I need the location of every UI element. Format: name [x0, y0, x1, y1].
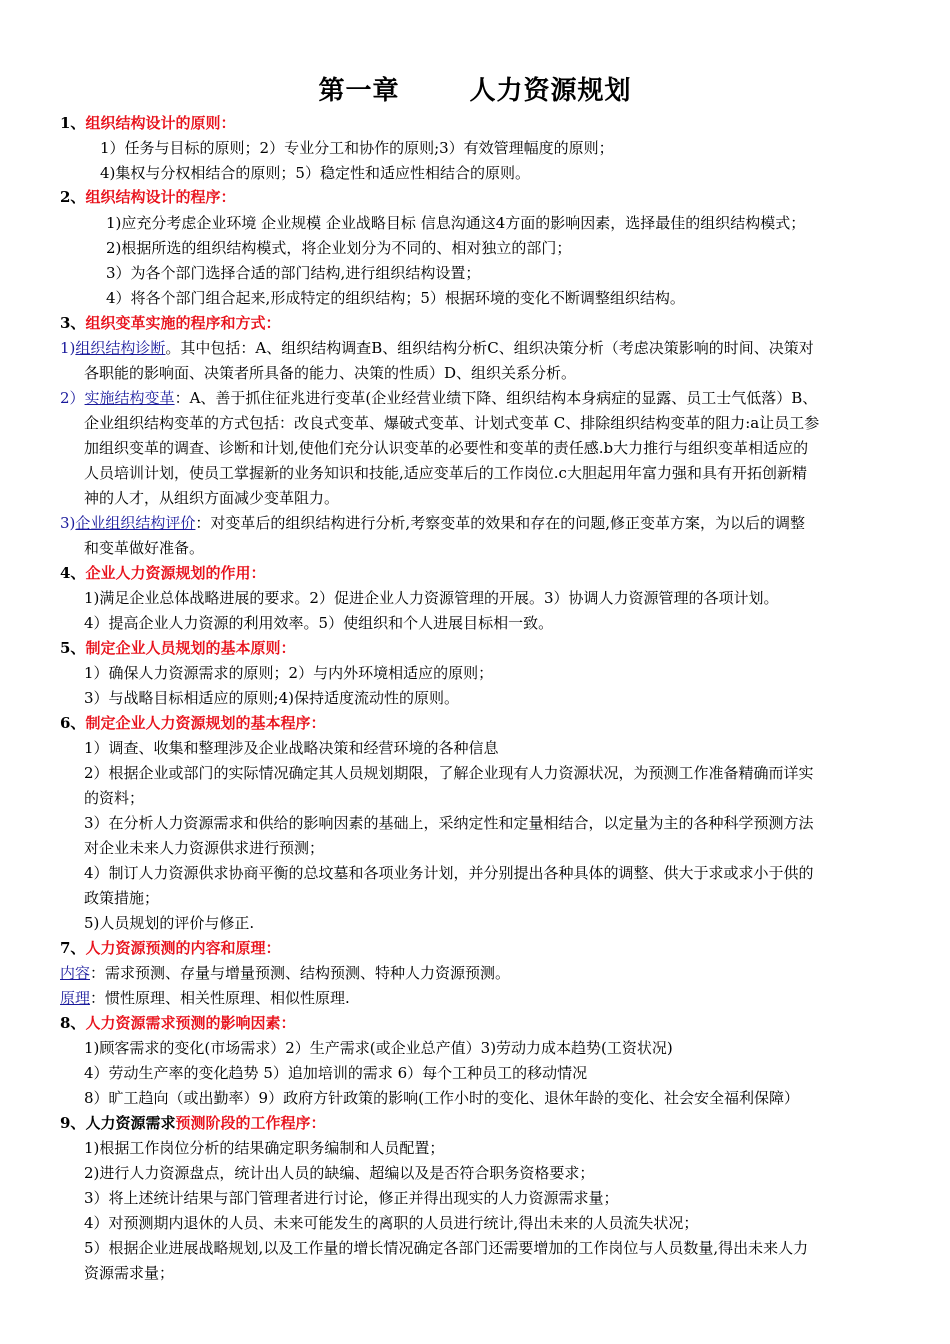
section-3-heading: 3、组织变革实施的程序和方式： — [60, 314, 281, 332]
section-5-line-2: 3）与战略目标相适应的原则;4)保持适度流动性的原则。 — [84, 689, 459, 707]
section-6-line-2: 2）根据企业或部门的实际情况确定其人员规划期限，了解企业现有人力资源状况，为预测工作准备精确而详实 — [84, 764, 814, 782]
section-3-point-2: 2）实施结构变革：A、善于抓住征兆进行变革(企业经营业绩下降、组织结构本身病症的显露、员工士气低落）B、 — [60, 389, 818, 407]
section-6-line-1: 1）调查、收集和整理涉及企业战略决策和经营环境的各种信息 — [84, 739, 499, 757]
section-7-heading: 7、人力资源预测的内容和原理： — [60, 939, 281, 957]
section-2-line-1: 1)应充分考虑企业环境 企业规模 企业战略目标 信息沟通这4方面的影响因素，选择最佳的组织结构模式； — [106, 214, 806, 232]
section-3-point-1-line-2: 各职能的影响面、决策者所具备的能力、决策的性质）D、组织关系分析。 — [84, 364, 577, 382]
section-9-line-5: 5）根据企业进展战略规划,以及工作量的增长情况确定各部门还需要增加的工作岗位与人员数量,得出未来人力 — [84, 1239, 809, 1257]
section-6-heading: 6、制定企业人力资源规划的基本程序： — [60, 714, 326, 732]
section-2-line-4: 4）将各个部门组合起来,形成特定的组织结构；5）根据环境的变化不断调整组织结构。 — [106, 289, 685, 307]
section-9-line-3: 3）将上述统计结果与部门管理者进行讨论，修正并得出现实的人力资源需求量； — [84, 1189, 619, 1207]
section-3-point-2-line-4: 人员培训计划，使员工掌握新的业务知识和技能,适应变革后的工作岗位.c大胆起用年富力强和具有开拓创新精 — [84, 464, 807, 482]
section-9-line-1: 1)根据工作岗位分析的结果确定职务编制和人员配置； — [84, 1139, 445, 1157]
section-6-line-5: 对企业未来人力资源供求进行预测； — [84, 839, 325, 857]
section-6-line-8: 5)人员规划的评价与修正. — [84, 914, 255, 932]
section-2-heading: 2、组织结构设计的程序： — [60, 188, 236, 206]
page-title — [0, 70, 950, 107]
section-8-line-3: 8）旷工趋向（或出勤率）9）政府方针政策的影响(工作小时的变化、退休年龄的变化、社会安全福利保障） — [84, 1089, 799, 1107]
section-8-line-2: 4）劳动生产率的变化趋势 5）追加培训的需求 6）每个工种员工的移动情况 — [84, 1064, 588, 1082]
chapter-number: 第一章 — [318, 76, 400, 106]
section-9-heading: 9、人力资源需求预测阶段的工作程序： — [60, 1114, 326, 1132]
section-6-line-6: 4）制订人力资源供求协商平衡的总坟墓和各项业务计划，并分别提出各种具体的调整、供大于求或求小于供的 — [84, 864, 814, 882]
section-8-heading: 8、人力资源需求预测的影响因素： — [60, 1014, 296, 1032]
section-1-line-1: 1）任务与目标的原则；2）专业分工和协作的原则;3）有效管理幅度的原则； — [100, 139, 614, 157]
section-1-heading: 1、组织结构设计的原则： — [60, 114, 236, 132]
section-5-heading: 5、制定企业人员规划的基本原则： — [60, 639, 296, 657]
section-4-line-2: 4）提高企业人力资源的利用效率。5）使组织和个人进展目标相一致。 — [84, 614, 554, 632]
section-2-line-2: 2)根据所选的组织结构模式，将企业划分为不同的、相对独立的部门； — [106, 239, 572, 257]
section-6-line-4: 3）在分析人力资源需求和供给的影响因素的基础上，采纳定性和定量相结合，以定量为主的各种科学预测方法 — [84, 814, 814, 832]
section-2-line-3: 3）为各个部门选择合适的部门结构,进行组织结构设置； — [106, 264, 481, 282]
section-8-line-1: 1)顾客需求的变化(市场需求）2）生产需求(或企业总产值）3)劳动力成本趋势(工资状况) — [84, 1039, 673, 1057]
section-3-point-3: 3)企业组织结构评价：对变革后的组织结构进行分析,考察变革的效果和存在的问题,修正变革方案，为以后的调整 — [60, 514, 805, 532]
section-3-point-3-line-2: 和变革做好准备。 — [84, 539, 205, 557]
section-3-point-2-line-2: 企业组织结构变革的方式包括：改良式变革、爆破式变革、计划式变革 C、排除组织结构变革的阻力:a让员工参 — [84, 414, 820, 432]
section-4-heading: 4、企业人力资源规划的作用： — [60, 564, 266, 582]
section-7-principle: 原理：惯性原理、相关性原理、相似性原理. — [60, 989, 350, 1007]
section-3-point-2-line-5: 神的人才，从组织方面减少变革阻力。 — [84, 489, 340, 507]
structure-change-label: 实施结构变革 — [84, 389, 175, 407]
section-3-point-1: 1)组织结构诊断。其中包括：A、组织结构调查B、组织结构分析C、组织决策分析（考虑决策影响的时间、决策对 — [60, 339, 814, 357]
section-3-point-2-line-3: 加组织变革的调查、诊断和计划,使他们充分认识变革的必要性和变革的责任感.b大力推行与组织变革相适应的 — [84, 439, 809, 457]
content-label: 内容 — [60, 964, 91, 982]
section-1-line-2: 4)集权与分权相结合的原则；5）稳定性和适应性相结合的原则。 — [100, 164, 530, 182]
section-4-line-1: 1)满足企业总体战略进展的要求。2）促进企业人力资源管理的开展。3）协调人力资源管理的各项计划。 — [84, 589, 779, 607]
section-6-line-7: 政策措施； — [84, 889, 160, 907]
section-7-content: 内容：需求预测、存量与增量预测、结构预测、特种人力资源预测。 — [60, 964, 511, 982]
structure-evaluation-label: 企业组织结构评价 — [75, 514, 196, 532]
section-5-line-1: 1）确保人力资源需求的原则；2）与内外环境相适应的原则； — [84, 664, 494, 682]
section-9-line-6: 资源需求量； — [84, 1264, 175, 1282]
principle-label: 原理 — [60, 989, 91, 1007]
org-diagnosis-label: 组织结构诊断 — [75, 339, 166, 357]
section-9-line-2: 2)进行人力资源盘点，统计出人员的缺编、超编以及是否符合职务资格要求； — [84, 1164, 595, 1182]
chapter-name: 人力资源规划 — [469, 76, 632, 106]
section-6-line-3: 的资料； — [84, 789, 145, 807]
section-9-line-4: 4）对预测期内退休的人员、未来可能发生的离职的人员进行统计,得出未来的人员流失状况； — [84, 1214, 699, 1232]
